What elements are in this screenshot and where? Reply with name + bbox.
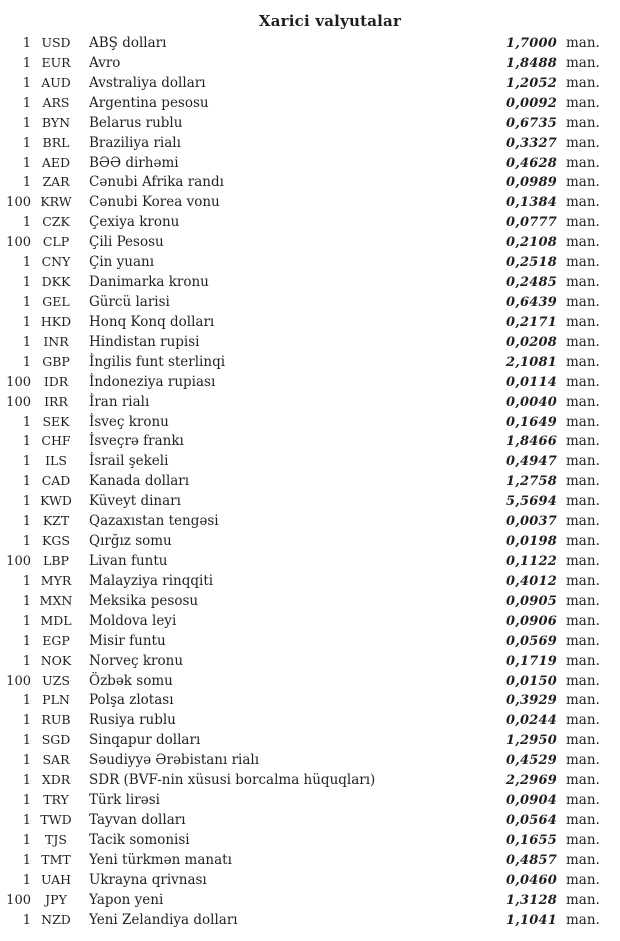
currency-quantity: 1 xyxy=(22,593,31,609)
unit-label: man. xyxy=(566,353,600,370)
currency-row xyxy=(0,491,620,511)
currency-code: PLN xyxy=(42,692,70,708)
currency-quantity: 100 xyxy=(6,394,31,410)
currency-row xyxy=(0,631,620,651)
unit-label: man. xyxy=(566,911,600,928)
unit-label: man. xyxy=(566,672,600,689)
currency-code: ILS xyxy=(45,453,67,469)
unit-label: man. xyxy=(566,891,600,908)
rate-value: 0,0905 xyxy=(506,593,557,609)
currency-code: MDL xyxy=(40,612,72,628)
rate-value: 0,2171 xyxy=(506,314,557,330)
currency-quantity: 1 xyxy=(22,494,31,510)
currency-row xyxy=(0,392,620,412)
unit-label: man. xyxy=(566,871,600,888)
rate-value: 0,0040 xyxy=(506,394,557,410)
currency-name: Norveç kronu xyxy=(89,652,184,669)
currency-quantity: 1 xyxy=(22,175,31,191)
unit-label: man. xyxy=(566,692,600,709)
currency-row xyxy=(0,292,620,312)
unit-label: man. xyxy=(566,433,600,450)
currency-name: İsrail şekeli xyxy=(89,453,169,470)
unit-label: man. xyxy=(566,313,600,330)
unit-label: man. xyxy=(566,293,600,310)
currency-name: İndoneziya rupiası xyxy=(89,373,216,390)
currency-name: Hindistan rupisi xyxy=(89,333,200,350)
currency-quantity: 100 xyxy=(6,892,31,908)
currency-code: AED xyxy=(41,154,71,170)
currency-quantity: 100 xyxy=(6,374,31,390)
currency-name: İsveçrə frankı xyxy=(89,433,184,450)
currency-code: AUD xyxy=(41,74,71,90)
currency-quantity: 1 xyxy=(22,135,31,151)
currency-row xyxy=(0,551,620,571)
currency-row xyxy=(0,172,620,192)
currency-row xyxy=(0,710,620,730)
currency-row xyxy=(0,850,620,870)
currency-name: Çili Pesosu xyxy=(89,234,164,251)
currency-code: ARS xyxy=(42,94,70,110)
unit-label: man. xyxy=(566,513,600,530)
rate-value: 0,0906 xyxy=(506,613,557,629)
currency-row xyxy=(0,133,620,153)
rate-value: 1,8488 xyxy=(506,55,557,71)
currency-quantity: 1 xyxy=(22,334,31,350)
currency-name: Çin yuanı xyxy=(89,254,155,271)
unit-label: man. xyxy=(566,552,600,569)
currency-name: Sinqapur dolları xyxy=(89,732,201,749)
currency-row xyxy=(0,33,620,53)
currency-name: Avro xyxy=(89,54,121,71)
currency-quantity: 1 xyxy=(22,155,31,171)
unit-label: man. xyxy=(566,254,600,271)
currency-code: TMT xyxy=(41,851,71,867)
currency-quantity: 1 xyxy=(22,693,31,709)
currency-code: KZT xyxy=(42,513,70,529)
currency-row xyxy=(0,890,620,910)
currency-name: Qırğız somu xyxy=(89,533,172,550)
rate-value: 0,0244 xyxy=(506,713,557,729)
currency-name: Tayvan dolları xyxy=(89,811,186,828)
currency-code: CZK xyxy=(42,214,70,230)
currency-name: Gürcü larisi xyxy=(89,293,170,310)
currency-quantity: 1 xyxy=(22,573,31,589)
currency-code: SAR xyxy=(42,752,70,768)
currency-code: UAH xyxy=(40,871,72,887)
currency-code: CLP xyxy=(42,234,70,250)
currency-row xyxy=(0,810,620,830)
currency-code: GBP xyxy=(42,353,70,369)
currency-code: MXN xyxy=(39,592,73,608)
unit-label: man. xyxy=(566,154,600,171)
rate-value: 0,6439 xyxy=(506,294,557,310)
rate-value: 1,7000 xyxy=(506,36,557,51)
rate-value: 0,4012 xyxy=(506,573,557,589)
unit-label: man. xyxy=(566,453,600,470)
currency-code: CNY xyxy=(41,254,71,270)
currency-rates-table xyxy=(0,33,620,929)
rate-value: 0,0092 xyxy=(506,95,557,111)
currency-quantity: 100 xyxy=(6,235,31,251)
unit-label: man. xyxy=(566,592,600,609)
currency-quantity: 1 xyxy=(22,832,31,848)
unit-label: man. xyxy=(566,54,600,71)
rate-value: 0,0904 xyxy=(506,793,557,809)
currency-name: Cənubi Korea vonu xyxy=(89,194,220,211)
currency-name: İngilis funt sterlinqi xyxy=(89,353,226,370)
unit-label: man. xyxy=(566,792,600,809)
currency-quantity: 1 xyxy=(22,793,31,809)
rate-value: 0,4947 xyxy=(506,454,557,470)
currency-code: KRW xyxy=(40,194,72,210)
unit-label: man. xyxy=(566,831,600,848)
currency-row xyxy=(0,531,620,551)
currency-code: CHF xyxy=(41,433,71,449)
rate-value: 0,0564 xyxy=(506,812,557,828)
currency-quantity: 1 xyxy=(22,773,31,789)
currency-code: EUR xyxy=(41,54,71,70)
currency-row xyxy=(0,750,620,770)
rate-value: 0,4628 xyxy=(506,155,557,171)
currency-row xyxy=(0,671,620,691)
unit-label: man. xyxy=(566,811,600,828)
currency-quantity: 1 xyxy=(22,275,31,291)
unit-label: man. xyxy=(566,493,600,510)
currency-row xyxy=(0,690,620,710)
currency-row xyxy=(0,312,620,332)
rate-value: 2,2969 xyxy=(506,773,557,789)
currency-quantity: 1 xyxy=(22,912,31,928)
currency-name: Meksika pesosu xyxy=(89,592,199,609)
currency-name: İsveç kronu xyxy=(89,413,169,430)
rate-value: 0,0460 xyxy=(506,872,557,888)
currency-quantity: 1 xyxy=(22,294,31,310)
unit-label: man. xyxy=(566,572,600,589)
currency-quantity: 1 xyxy=(22,653,31,669)
currency-row xyxy=(0,372,620,392)
currency-row xyxy=(0,910,620,930)
unit-label: man. xyxy=(566,174,600,191)
currency-row xyxy=(0,431,620,451)
rate-value: 0,1384 xyxy=(506,195,557,211)
rate-value: 0,3929 xyxy=(506,693,557,709)
currency-quantity: 1 xyxy=(22,95,31,111)
currency-quantity: 100 xyxy=(6,553,31,569)
currency-name: Livan funtu xyxy=(89,552,168,569)
unit-label: man. xyxy=(566,851,600,868)
currency-name: Honq Konq dolları xyxy=(89,313,215,330)
unit-label: man. xyxy=(566,333,600,350)
currency-name: Tacik somonisi xyxy=(89,831,190,848)
currency-name: Belarus rublu xyxy=(89,114,183,131)
currency-code: CAD xyxy=(41,473,71,489)
unit-label: man. xyxy=(566,114,600,131)
currency-name: Cənubi Afrika randı xyxy=(89,174,224,191)
unit-label: man. xyxy=(566,214,600,231)
unit-label: man. xyxy=(566,234,600,251)
currency-name: ABŞ dolları xyxy=(89,35,167,51)
currency-row xyxy=(0,511,620,531)
currency-quantity: 1 xyxy=(22,314,31,330)
currency-code: TWD xyxy=(40,811,72,827)
rate-value: 1,2052 xyxy=(506,75,557,91)
currency-code: KGS xyxy=(42,533,70,549)
currency-quantity: 100 xyxy=(6,673,31,689)
currency-quantity: 1 xyxy=(22,613,31,629)
currency-name: Özbək somu xyxy=(89,672,173,689)
currency-row xyxy=(0,192,620,212)
rate-value: 0,0208 xyxy=(506,334,557,350)
currency-row xyxy=(0,571,620,591)
currency-code: TJS xyxy=(45,831,67,847)
currency-row xyxy=(0,332,620,352)
currency-quantity: 1 xyxy=(22,354,31,370)
currency-quantity: 1 xyxy=(22,255,31,271)
currency-quantity: 1 xyxy=(22,115,31,131)
rate-value: 0,0777 xyxy=(506,215,557,231)
currency-name: Moldova leyi xyxy=(89,612,177,629)
currency-name: Yapon yeni xyxy=(89,891,164,908)
rate-value: 0,4857 xyxy=(506,852,557,868)
currency-name: Polşa zlotası xyxy=(89,692,174,709)
unit-label: man. xyxy=(566,533,600,550)
unit-label: man. xyxy=(566,134,600,151)
rate-value: 1,3128 xyxy=(506,892,557,908)
currency-quantity: 1 xyxy=(22,812,31,828)
currency-name: Küveyt dinarı xyxy=(89,493,181,510)
currency-row xyxy=(0,352,620,372)
currency-name: Danimarka kronu xyxy=(89,274,209,291)
rate-value: 0,0989 xyxy=(506,175,557,191)
currency-name: Yeni Zelandiya dolları xyxy=(89,911,238,928)
currency-quantity: 1 xyxy=(22,454,31,470)
currency-row xyxy=(0,73,620,93)
currency-quantity: 1 xyxy=(22,514,31,530)
currency-name: Yeni türkmən manatı xyxy=(89,851,232,868)
rate-value: 0,2108 xyxy=(506,235,557,251)
currency-quantity: 1 xyxy=(22,733,31,749)
currency-code: JPY xyxy=(45,891,67,907)
unit-label: man. xyxy=(566,94,600,111)
currency-row xyxy=(0,830,620,850)
currency-code: UZS xyxy=(42,672,70,688)
rate-value: 0,0198 xyxy=(506,534,557,550)
currency-quantity: 1 xyxy=(22,36,31,51)
rate-value: 0,6735 xyxy=(506,115,557,131)
currency-code: NOK xyxy=(40,652,72,668)
currency-name: SDR (BVF-nin xüsusi borcalma hüquqları) xyxy=(89,772,376,789)
currency-code: RUB xyxy=(41,712,71,728)
currency-row xyxy=(0,252,620,272)
currency-code: IDR xyxy=(43,373,69,389)
unit-label: man. xyxy=(566,373,600,390)
rate-value: 0,1719 xyxy=(506,653,557,669)
currency-quantity: 1 xyxy=(22,534,31,550)
currency-code: XDR xyxy=(41,772,71,788)
currency-quantity: 1 xyxy=(22,414,31,430)
currency-name: Malayziya rinqqiti xyxy=(89,572,214,589)
currency-code: SGD xyxy=(41,732,71,748)
currency-name: Braziliya rialı xyxy=(89,134,181,151)
currency-code: KWD xyxy=(40,493,72,509)
currency-code: IRR xyxy=(44,393,68,409)
unit-label: man. xyxy=(566,194,600,211)
currency-row xyxy=(0,611,620,631)
currency-name: Qazaxıstan tengəsi xyxy=(89,513,219,530)
unit-label: man. xyxy=(566,413,600,430)
rate-value: 0,2485 xyxy=(506,275,557,291)
currency-row xyxy=(0,591,620,611)
unit-label: man. xyxy=(566,752,600,769)
rate-value: 0,3327 xyxy=(506,135,557,151)
currency-row xyxy=(0,93,620,113)
currency-row xyxy=(0,113,620,133)
currency-quantity: 1 xyxy=(22,434,31,450)
currency-row xyxy=(0,451,620,471)
currency-code: ZAR xyxy=(42,174,70,190)
currency-row xyxy=(0,232,620,252)
unit-label: man. xyxy=(566,712,600,729)
unit-label: man. xyxy=(566,35,600,51)
currency-name: Avstraliya dolları xyxy=(89,74,206,91)
currency-name: Çexiya kronu xyxy=(89,214,180,231)
currency-code: USD xyxy=(41,35,71,50)
rate-value: 0,0114 xyxy=(506,374,557,390)
currency-name: BƏƏ dirhəmi xyxy=(89,154,179,171)
currency-code: GEL xyxy=(42,293,70,309)
currency-name: Səudiyyə Ərəbistanı rialı xyxy=(89,752,260,769)
unit-label: man. xyxy=(566,74,600,91)
currency-code: DKK xyxy=(41,274,71,290)
rate-value: 0,0150 xyxy=(506,673,557,689)
currency-code: MYR xyxy=(40,572,72,588)
rate-value: 1,2950 xyxy=(506,733,557,749)
currency-row xyxy=(0,153,620,173)
currency-name: Kanada dolları xyxy=(89,473,190,490)
currency-name: Rusiya rublu xyxy=(89,712,176,729)
unit-label: man. xyxy=(566,772,600,789)
rate-value: 1,1041 xyxy=(506,912,557,928)
rate-value: 0,1649 xyxy=(506,414,557,430)
rate-value: 5,5694 xyxy=(506,494,557,510)
currency-row xyxy=(0,212,620,232)
unit-label: man. xyxy=(566,632,600,649)
currency-quantity: 100 xyxy=(6,195,31,211)
currency-code: BRL xyxy=(42,134,70,150)
currency-row xyxy=(0,412,620,432)
unit-label: man. xyxy=(566,732,600,749)
currency-code: LBP xyxy=(43,552,69,568)
rate-value: 0,0569 xyxy=(506,633,557,649)
currency-quantity: 1 xyxy=(22,852,31,868)
currency-row xyxy=(0,870,620,890)
page-title: Xarici valyutalar xyxy=(258,12,402,30)
currency-name: Türk lirəsi xyxy=(89,792,160,809)
currency-name: İran rialı xyxy=(89,393,150,410)
rate-value: 0,2518 xyxy=(506,255,557,271)
currency-code: TRY xyxy=(43,792,69,808)
currency-quantity: 1 xyxy=(22,713,31,729)
rate-value: 0,0037 xyxy=(506,514,557,530)
currency-row xyxy=(0,651,620,671)
currency-row xyxy=(0,272,620,292)
currency-name: Misir funtu xyxy=(89,632,166,649)
rate-value: 1,8466 xyxy=(506,434,557,450)
currency-code: HKD xyxy=(40,313,72,329)
currency-row xyxy=(0,770,620,790)
rate-value: 0,4529 xyxy=(506,753,557,769)
currency-quantity: 1 xyxy=(22,872,31,888)
unit-label: man. xyxy=(566,393,600,410)
currency-quantity: 1 xyxy=(22,633,31,649)
rate-value: 1,2758 xyxy=(506,474,557,490)
currency-code: EGP xyxy=(42,632,70,648)
currency-name: Ukrayna qrivnası xyxy=(89,871,207,888)
currency-code: SEK xyxy=(42,413,70,429)
currency-row xyxy=(0,53,620,73)
currency-quantity: 1 xyxy=(22,474,31,490)
rate-value: 0,1122 xyxy=(506,553,557,569)
currency-code: INR xyxy=(43,333,69,349)
currency-quantity: 1 xyxy=(22,55,31,71)
currency-code: BYN xyxy=(41,114,71,130)
currency-row xyxy=(0,730,620,750)
unit-label: man. xyxy=(566,612,600,629)
currency-row xyxy=(0,471,620,491)
unit-label: man. xyxy=(566,652,600,669)
rate-value: 2,1081 xyxy=(506,354,557,370)
currency-code: NZD xyxy=(41,911,71,927)
unit-label: man. xyxy=(566,473,600,490)
unit-label: man. xyxy=(566,274,600,291)
currency-quantity: 1 xyxy=(22,215,31,231)
currency-quantity: 1 xyxy=(22,75,31,91)
rate-value: 0,1655 xyxy=(506,832,557,848)
currency-quantity: 1 xyxy=(22,753,31,769)
currency-name: Argentina pesosu xyxy=(89,94,209,111)
currency-row xyxy=(0,790,620,810)
